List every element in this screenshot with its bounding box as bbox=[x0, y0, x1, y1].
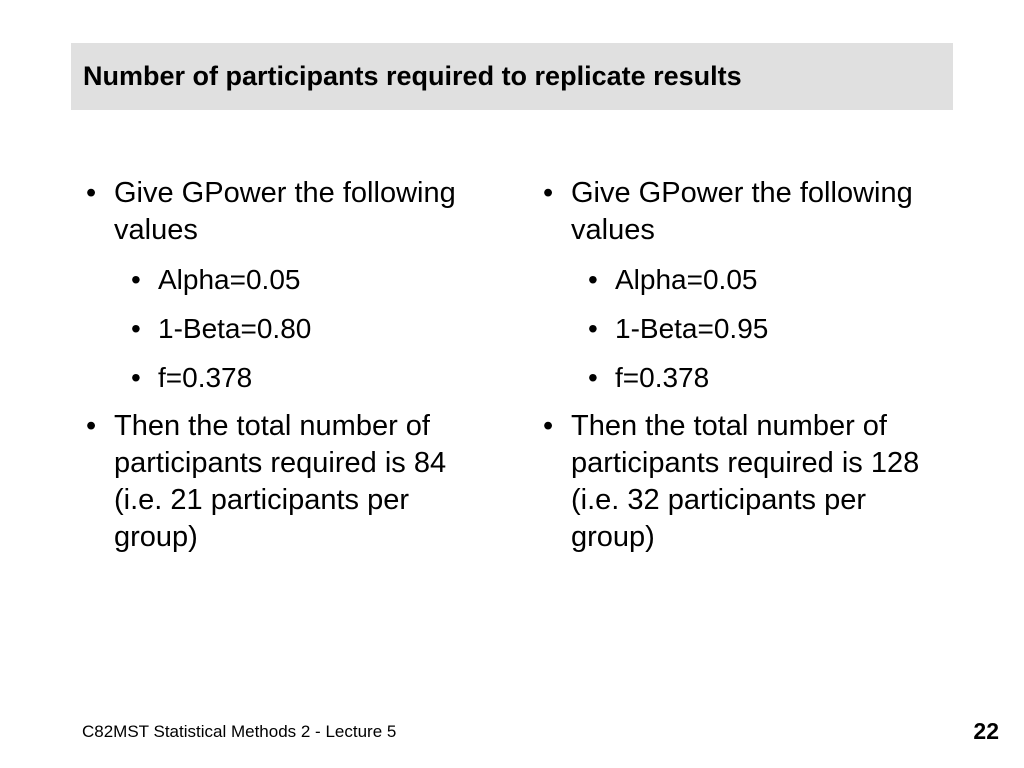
left-conclusion-text: Then the total number of participants required is 84 (i.e. 21 participants per group) bbox=[114, 410, 447, 553]
left-value-effect bbox=[126, 359, 482, 396]
right-value-alpha-text: Alpha=0.05 bbox=[615, 264, 758, 295]
right-value-effect bbox=[583, 359, 939, 396]
right-value-power-text: 1-Beta=0.95 bbox=[615, 313, 769, 344]
right-conclusion-text: Then the total number of participants required is 128 (i.e. 32 participants per group) bbox=[571, 410, 920, 553]
right-conclusion-bullet bbox=[539, 408, 939, 556]
left-column bbox=[82, 175, 482, 568]
left-value-power-text: 1-Beta=0.80 bbox=[158, 313, 312, 344]
bullet-marker: • bbox=[86, 177, 97, 209]
slide-title: Number of participants required to replicate results bbox=[83, 61, 742, 91]
footer-course-label: C82MST Statistical Methods 2 - Lecture 5 bbox=[82, 722, 397, 741]
page-number: 22 bbox=[973, 718, 999, 744]
left-intro-text: Give GPower the following values bbox=[114, 177, 456, 246]
sub-bullet-marker: • bbox=[588, 264, 598, 295]
right-intro-bullet bbox=[539, 175, 939, 249]
sub-bullet-marker: • bbox=[131, 313, 141, 344]
sub-bullet-marker: • bbox=[588, 313, 598, 344]
bullet-marker: • bbox=[86, 410, 97, 442]
left-value-power bbox=[126, 310, 482, 347]
right-value-effect-text: f=0.378 bbox=[615, 362, 710, 393]
right-value-alpha bbox=[583, 261, 939, 298]
left-intro-bullet bbox=[82, 175, 482, 249]
left-conclusion-bullet bbox=[82, 408, 482, 556]
sub-bullet-marker: • bbox=[588, 362, 598, 393]
left-value-effect-text: f=0.378 bbox=[158, 362, 253, 393]
title-bar bbox=[71, 43, 953, 110]
sub-bullet-marker: • bbox=[131, 264, 141, 295]
right-column bbox=[539, 175, 939, 568]
left-value-alpha-text: Alpha=0.05 bbox=[158, 264, 301, 295]
right-intro-text: Give GPower the following values bbox=[571, 177, 913, 246]
bullet-marker: • bbox=[543, 410, 554, 442]
left-value-alpha bbox=[126, 261, 482, 298]
sub-bullet-marker: • bbox=[131, 362, 141, 393]
bullet-marker: • bbox=[543, 177, 554, 209]
right-value-power bbox=[583, 310, 939, 347]
